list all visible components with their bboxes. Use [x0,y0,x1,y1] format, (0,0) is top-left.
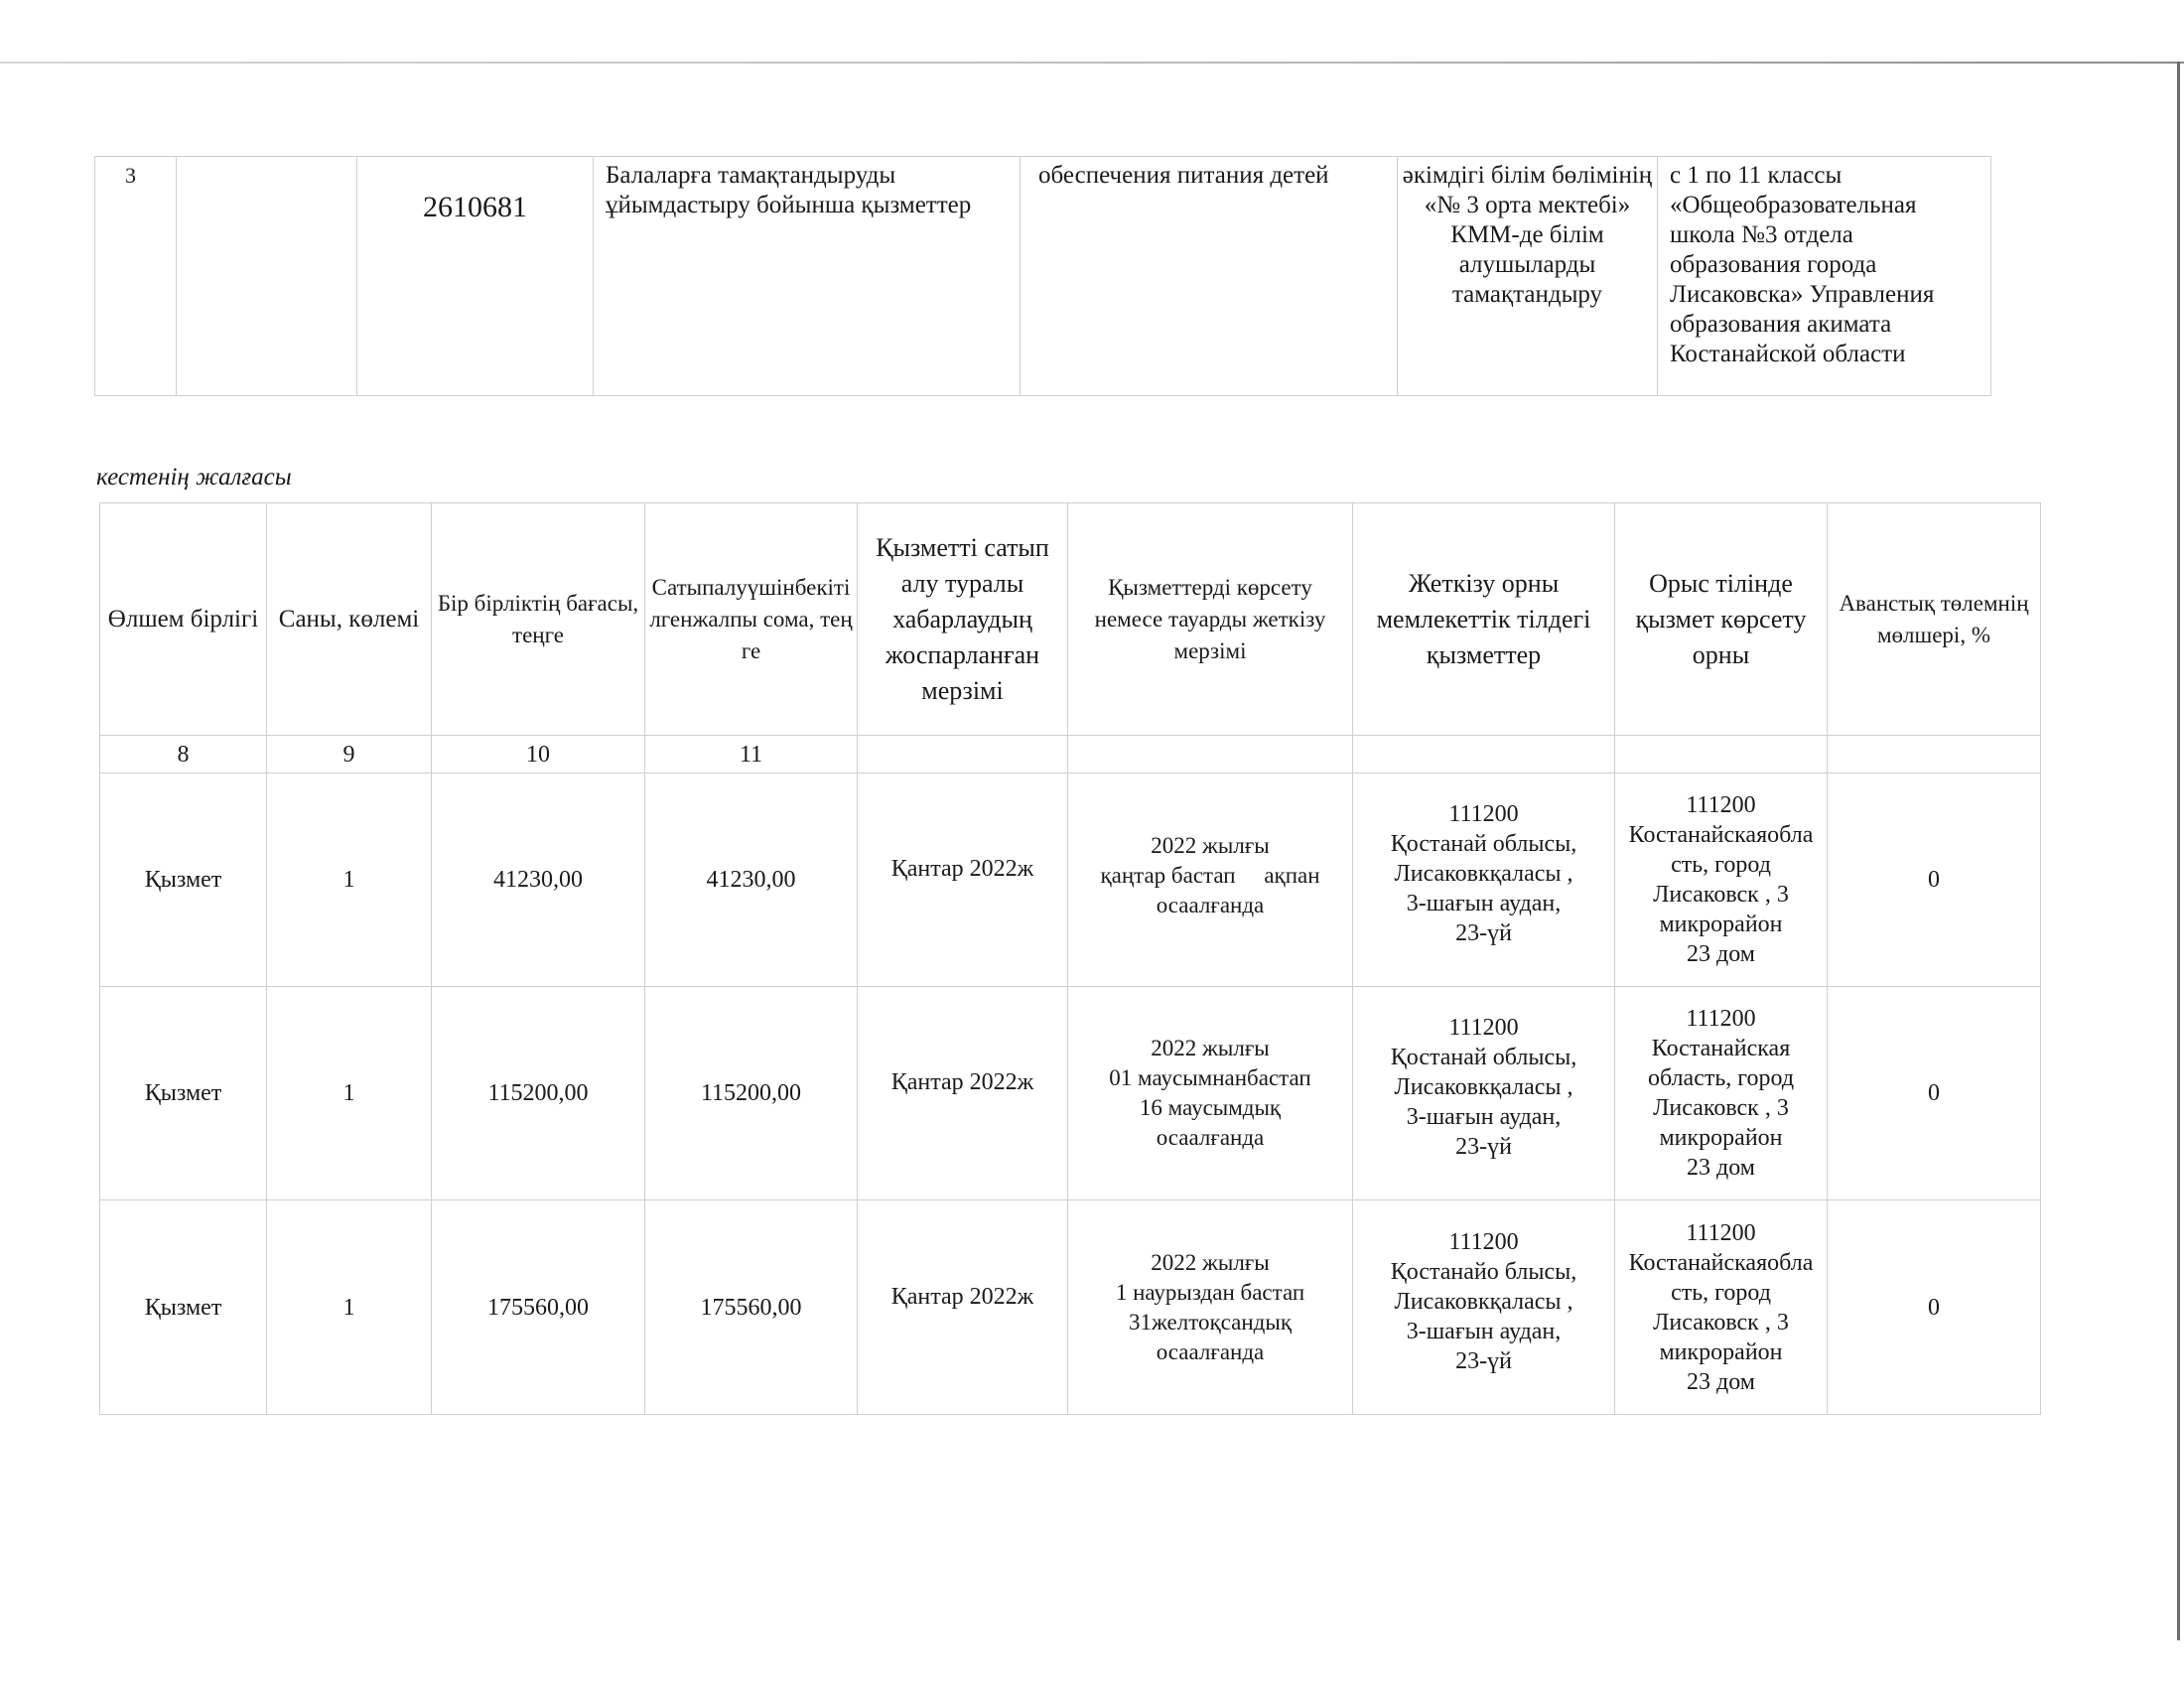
total-cell: 41230,00 [645,774,858,987]
address-line: 111200 [1686,792,1756,818]
advance-cell: 0 [1828,987,2041,1200]
header-delivery-term: Қызметтерді көрсету немесе тауарды жеткізу мерзімі [1068,503,1353,736]
place-ru-cell [1615,774,1828,987]
address-line: сть, город [1671,1279,1771,1306]
address-line: 111200 [1448,1228,1519,1255]
col-number [858,736,1068,774]
address-line: Лисаковкқаласы , [1394,861,1573,887]
service-name-kz: Балаларға тамақтандыруды ұйымдастыру бойынша қызметтер [594,157,1021,396]
scan-edge-right [2177,62,2180,1640]
term-line: 01 маусымнанбастап [1109,1065,1311,1090]
service-description-ru: с 1 по 11 классы «Общеобразовательная школа №3 отдела образования города Лисаковска» Управления образования акимата Костанайской области [1658,157,1991,396]
column-numbers-row [100,736,2041,774]
service-description-kz: әкімдігі білім бөлімінің «№ 3 орта мектебі» КММ-де білім алушыларды тамақтандыру [1398,157,1658,396]
place-ru-cell [1615,987,1828,1200]
unit-cell: Қызмет [100,774,267,987]
total-cell: 175560,00 [645,1200,858,1415]
term-line: осаалғанда [1156,1338,1265,1364]
service-code: 2610681 [357,157,594,396]
advance-cell: 0 [1828,1200,2041,1415]
address-line: 23-үй [1455,920,1512,946]
address-line: 3-шағын аудан, [1406,891,1562,916]
service-name-ru: обеспечения питания детей [1021,157,1398,396]
table-row [95,157,1991,396]
quantity-cell: 1 [267,1200,432,1415]
address-line: 23-үй [1455,1134,1512,1160]
address-line: 23 дом [1687,1368,1755,1395]
address-line: 3-шағын аудан, [1406,1318,1562,1344]
col-number: 8 [100,736,267,774]
term-line: осаалғанда [1156,1125,1265,1150]
address-line: микрорайон [1659,1125,1783,1151]
address-line: Лисаковкқаласы , [1394,1074,1573,1100]
table-row [100,1200,2041,1415]
table-row [100,774,2041,987]
empty-cell [177,157,357,396]
address-line: Костанайскаяобла [1628,822,1814,848]
col-number [1615,736,1828,774]
place-kz-cell [1353,774,1615,987]
address-line: микрорайон [1659,1338,1783,1365]
header-notice-date: Қызметті сатып алу туралы хабарлаудың жоспарланған мерзімі [858,503,1068,736]
continuation-table [94,156,1991,396]
address-line: 23 дом [1687,941,1755,967]
quantity-cell: 1 [267,987,432,1200]
term-line: 31желтоқсандық [1128,1309,1293,1335]
place-kz-cell [1353,1200,1615,1415]
header-place-ru: Орыс тілінде қызмет көрсету орны [1615,503,1828,736]
col-number: 9 [267,736,432,774]
procurement-table [99,502,2041,1415]
notice-cell: Қантар 2022ж [858,1200,1068,1415]
col-number [1828,736,2041,774]
term-cell [1068,1200,1353,1415]
header-row [100,503,2041,736]
col-number [1068,736,1353,774]
scan-edge-top [0,62,2184,64]
term-line: 2022 жылғы [1151,833,1270,858]
price-cell: 41230,00 [432,774,645,987]
table-row [100,987,2041,1200]
address-line: Костанайскаяобла [1628,1249,1814,1276]
address-line: 111200 [1686,1219,1756,1246]
header-advance: Аванстық төлемнің мөлшері, % [1828,503,2041,736]
header-place-kz: Жеткізу орны мемлекеттік тілдегі қызметтер [1353,503,1615,736]
address-line: Лисаковск , 3 [1653,882,1789,908]
price-cell: 175560,00 [432,1200,645,1415]
address-line: 23 дом [1687,1155,1755,1181]
address-line: 111200 [1686,1006,1756,1032]
address-line: Қостанай облысы, [1390,831,1577,857]
row-number: 3 [95,157,177,396]
address-line: область, город [1647,1065,1795,1091]
address-line: Қостанай облысы, [1390,1045,1577,1070]
address-line: 111200 [1448,801,1519,827]
total-cell: 115200,00 [645,987,858,1200]
term-line: 16 маусымдық [1139,1095,1282,1120]
address-line: Костанайская [1651,1036,1791,1061]
table-continuation-caption: кестенің жалғасы [96,464,292,491]
term-line: 2022 жылғы [1151,1249,1270,1275]
col-number [1353,736,1615,774]
address-line: Лисаковск , 3 [1653,1095,1789,1121]
address-line: 111200 [1448,1015,1519,1041]
header-unit-price: Бір бірліктің бағасы, теңге [432,503,645,736]
address-line: 23-үй [1455,1347,1512,1374]
notice-cell: Қантар 2022ж [858,774,1068,987]
place-kz-cell [1353,987,1615,1200]
term-line: қаңтар бастап ақпан [1100,863,1320,888]
term-line: 1 наурыздан бастап [1115,1279,1305,1305]
term-cell [1068,774,1353,987]
unit-cell: Қызмет [100,987,267,1200]
address-line: Лисаковкқаласы , [1394,1288,1573,1315]
address-line: микрорайон [1659,912,1783,937]
address-line: сть, город [1671,852,1771,878]
col-number: 11 [645,736,858,774]
address-line: Қостанайо блысы, [1390,1258,1577,1285]
col-number: 10 [432,736,645,774]
address-line: Лисаковск , 3 [1653,1309,1789,1336]
quantity-cell: 1 [267,774,432,987]
unit-cell: Қызмет [100,1200,267,1415]
place-ru-cell [1615,1200,1828,1415]
price-cell: 115200,00 [432,987,645,1200]
header-unit: Өлшем бірлігі [100,503,267,736]
term-cell [1068,987,1353,1200]
notice-cell: Қантар 2022ж [858,987,1068,1200]
address-line: 3-шағын аудан, [1406,1104,1562,1130]
advance-cell: 0 [1828,774,2041,987]
header-quantity: Саны, көлемі [267,503,432,736]
term-line: 2022 жылғы [1151,1036,1270,1060]
term-line: осаалғанда [1156,893,1265,917]
header-total-sum: Сатыпалуүшінбекітілгенжалпы сома, теңге [645,503,858,736]
